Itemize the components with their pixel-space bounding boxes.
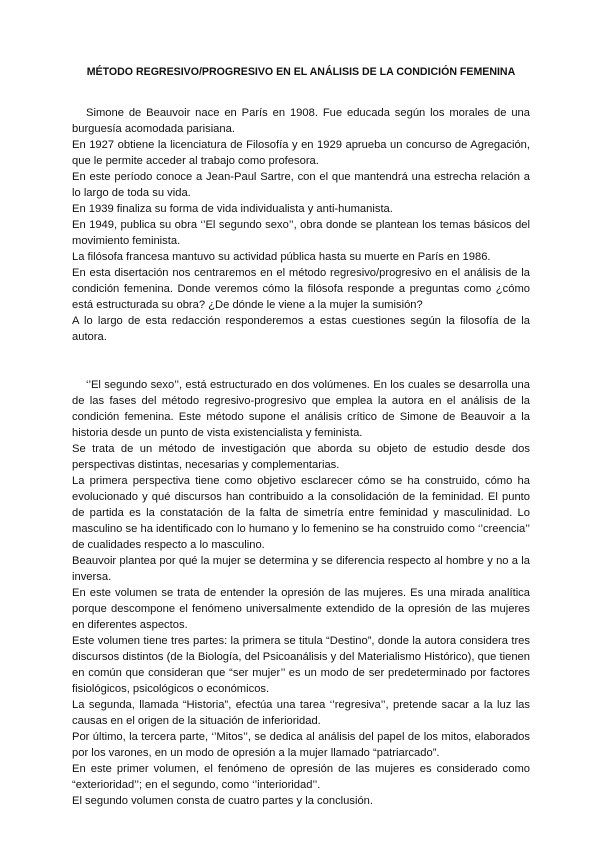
paragraph: La filósofa francesa mantuvo su actividad pública hasta su muerte en París en 1986. — [72, 251, 491, 263]
section-spacer — [72, 345, 530, 377]
paragraph: En este volumen se trata de entender la opresión de las mujeres. Es una mirada analítica porque descompone el fenómeno universalmente extendido de la opresión de las mujeres en diferentes aspectos. — [72, 587, 530, 631]
paragraph: En este primer volumen, el fenómeno de opresión de las mujeres es considerado como “exterioridad’’; en el segundo, como ‘’interioridad’’. — [72, 763, 530, 791]
section-structure — [72, 377, 530, 809]
section-intro — [72, 105, 530, 345]
paragraph: A lo largo de esta redacción responderemos a estas cuestiones según la filosofía de la autora. — [72, 315, 530, 343]
paragraph: En 1939 finaliza su forma de vida individualista y anti-humanista. — [72, 203, 393, 215]
paragraph: El segundo volumen consta de cuatro partes y la conclusión. — [72, 795, 373, 807]
paragraph: Este volumen tiene tres partes: la primera se titula “Destino”, donde la autora considera tres discursos distintos (de la Biología, del Psicoanálisis y del Materialismo Histórico), que tienen en común que consideran que “ser mujer’’ es un modo de ser predeterminado por factores fisiológicos, psicológicos o económicos. — [72, 635, 530, 695]
paragraph: La segunda, llamada “Historia”, efectúa una tarea ‘’regresiva’’, pretende sacar a la luz las causas en el origen de la situación de inferioridad. — [72, 699, 530, 727]
paragraph: En este período conoce a Jean-Paul Sartre, con el que mantendrá una estrecha relación a lo largo de toda su vida. — [72, 171, 530, 199]
paragraph: En 1949, publica su obra ‘’El segundo sexo’’, obra donde se plantean los temas básicos del movimiento feminista. — [72, 219, 530, 247]
paragraph: ‘’El segundo sexo’’, está estructurado en dos volúmenes. En los cuales se desarrolla una de las fases del método regresivo-progresivo que emplea la autora en el análisis de la condición femenina. Este método supone el análisis crítico de Simone de Beauvoir a la historia desde un punto de vista existencialista y feminista. — [72, 379, 530, 439]
paragraph: En 1927 obtiene la licenciatura de Filosofía y en 1929 aprueba un concurso de Agregación, que le permite acceder al trabajo como profesora. — [72, 139, 530, 167]
document-title: MÉTODO REGRESIVO/PROGRESIVO EN EL ANÁLISIS DE LA CONDICIÓN FEMENINA — [86, 66, 516, 78]
paragraph: Beauvoir plantea por qué la mujer se determina y se diferencia respecto al hombre y no a la inversa. — [72, 555, 530, 583]
paragraph: Por último, la tercera parte, ‘’Mitos’’, se dedica al análisis del papel de los mitos, elaborados por los varones, en un modo de opresión a la mujer llamado “patriarcado”. — [72, 731, 530, 759]
paragraph: En esta disertación nos centraremos en el método regresivo/progresivo en el análisis de la condición femenina. Donde veremos cómo la filósofa responde a preguntas como ¿cómo está estructurada su obra? ¿De dónde le viene a la mujer la sumisión? — [72, 267, 530, 311]
paragraph: La primera perspectiva tiene como objetivo esclarecer cómo se ha construido, cómo ha evolucionado y qué discursos han contribuido a la consolidación de la feminidad. El punto de partida es la constatación de la falta de simetría entre feminidad y masculinidad. Lo masculino se ha identificado con lo humano y lo femenino se ha construido como ‘’creencia’’ de cualidades respecto a lo masculino. — [72, 475, 530, 551]
paragraph: Simone de Beauvoir nace en París en 1908. Fue educada según los morales de una burguesía acomodada parisiana. — [72, 107, 530, 135]
paragraph: Se trata de un método de investigación que aborda su objeto de estudio desde dos perspectivas distintas, necesarias y complementarias. — [72, 443, 530, 471]
